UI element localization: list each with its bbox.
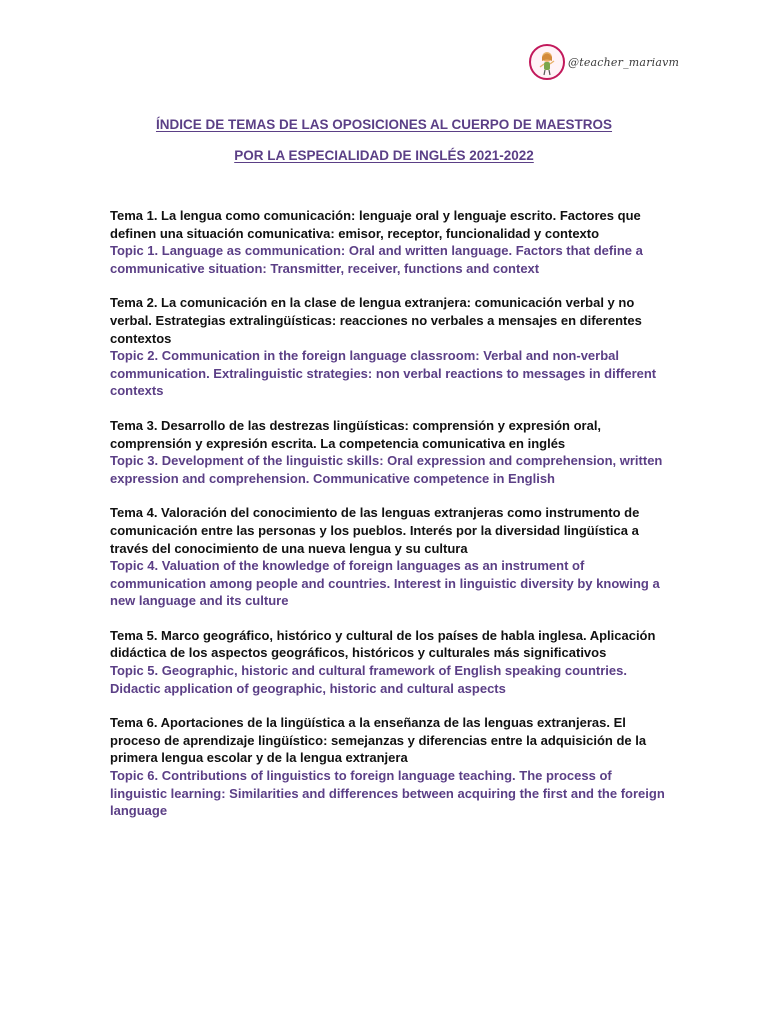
topic-title-es: Tema 6. Aportaciones de la lingüística a la enseñanza de las lenguas extranjeras. El proceso de aprendizaje lingüístico: semejanzas y diferencias entre la adquisición de la primera lengua escolar y de la lengua extranjera bbox=[110, 715, 647, 766]
topic-title-en: Topic 5. Geographic, historic and cultural framework of English speaking countries. Didactic application of geographic, historic and cultural aspects bbox=[110, 663, 627, 696]
topic-title-en: Topic 4. Valuation of the knowledge of foreign languages as an instrument of communication among people and countries. Interest in linguistic diversity by knowing a new language and its culture bbox=[110, 558, 660, 609]
topic-title-en: Topic 1. Language as communication: Oral and written language. Factors that define a communicative situation: Transmitter, receiver, functions and context bbox=[110, 243, 643, 276]
topic-title-es: Tema 3. Desarrollo de las destrezas lingüísticas: comprensión y expresión oral, comprensión y expresión escrita. La competencia comunicativa en inglés bbox=[110, 417, 602, 451]
topic-title-es: Tema 1. La lengua como comunicación: lenguaje oral y lenguaje escrito. Factores que definen una situación comunicativa: emisor, receptor, funcionalidad y contexto bbox=[110, 208, 641, 241]
brand-handle: @teacher_mariavm bbox=[568, 55, 680, 69]
topic-title-en: Topic 3. Development of the linguistic skills: Oral expression and comprehension, written expression and comprehension. Communicative competence in English bbox=[110, 453, 663, 486]
topic-1 bbox=[110, 207, 665, 277]
topic-6 bbox=[110, 714, 665, 820]
topic-title-es: Tema 4. Valoración del conocimiento de las lenguas extranjeras como instrumento de comunicación entre las personas y los pueblos. Interés por la diversidad lingüística a través del conocimiento de una nueva lengua y su cultura bbox=[110, 505, 640, 556]
topic-title-es: Tema 2. La comunicación en la clase de lengua extranjera: comunicación verbal y no verbal. Estrategias extralingüísticas: reacciones no verbales a mensajes en diferentes contextos bbox=[110, 295, 642, 346]
brand-badge bbox=[529, 44, 679, 80]
topic-title-en: Topic 6. Contributions of linguistics to foreign language teaching. The process of linguistic learning: Similarities and differences between acquiring the first and the foreign language bbox=[110, 768, 665, 819]
document-title-line-2: POR LA ESPECIALIDAD DE INGLÉS 2021-2022 bbox=[234, 148, 534, 163]
document-title-line-1: ÍNDICE DE TEMAS DE LAS OPOSICIONES AL CUERPO DE MAESTROS bbox=[155, 117, 613, 132]
topic-3 bbox=[110, 417, 665, 487]
topics-list bbox=[110, 207, 665, 837]
topic-title-es: Tema 5. Marco geográfico, histórico y cultural de los países de habla inglesa. Aplicación didáctica de los aspectos geográficos, históricos y culturales más significativos bbox=[110, 627, 656, 661]
topic-2 bbox=[110, 294, 665, 400]
teacher-avatar-icon bbox=[529, 44, 565, 80]
topic-4 bbox=[110, 504, 665, 610]
topic-5 bbox=[110, 627, 665, 697]
topic-title-en: Topic 2. Communication in the foreign language classroom: Verbal and non-verbal communication. Extralinguistic strategies: non verbal reactions to messages in different contexts bbox=[110, 348, 657, 399]
